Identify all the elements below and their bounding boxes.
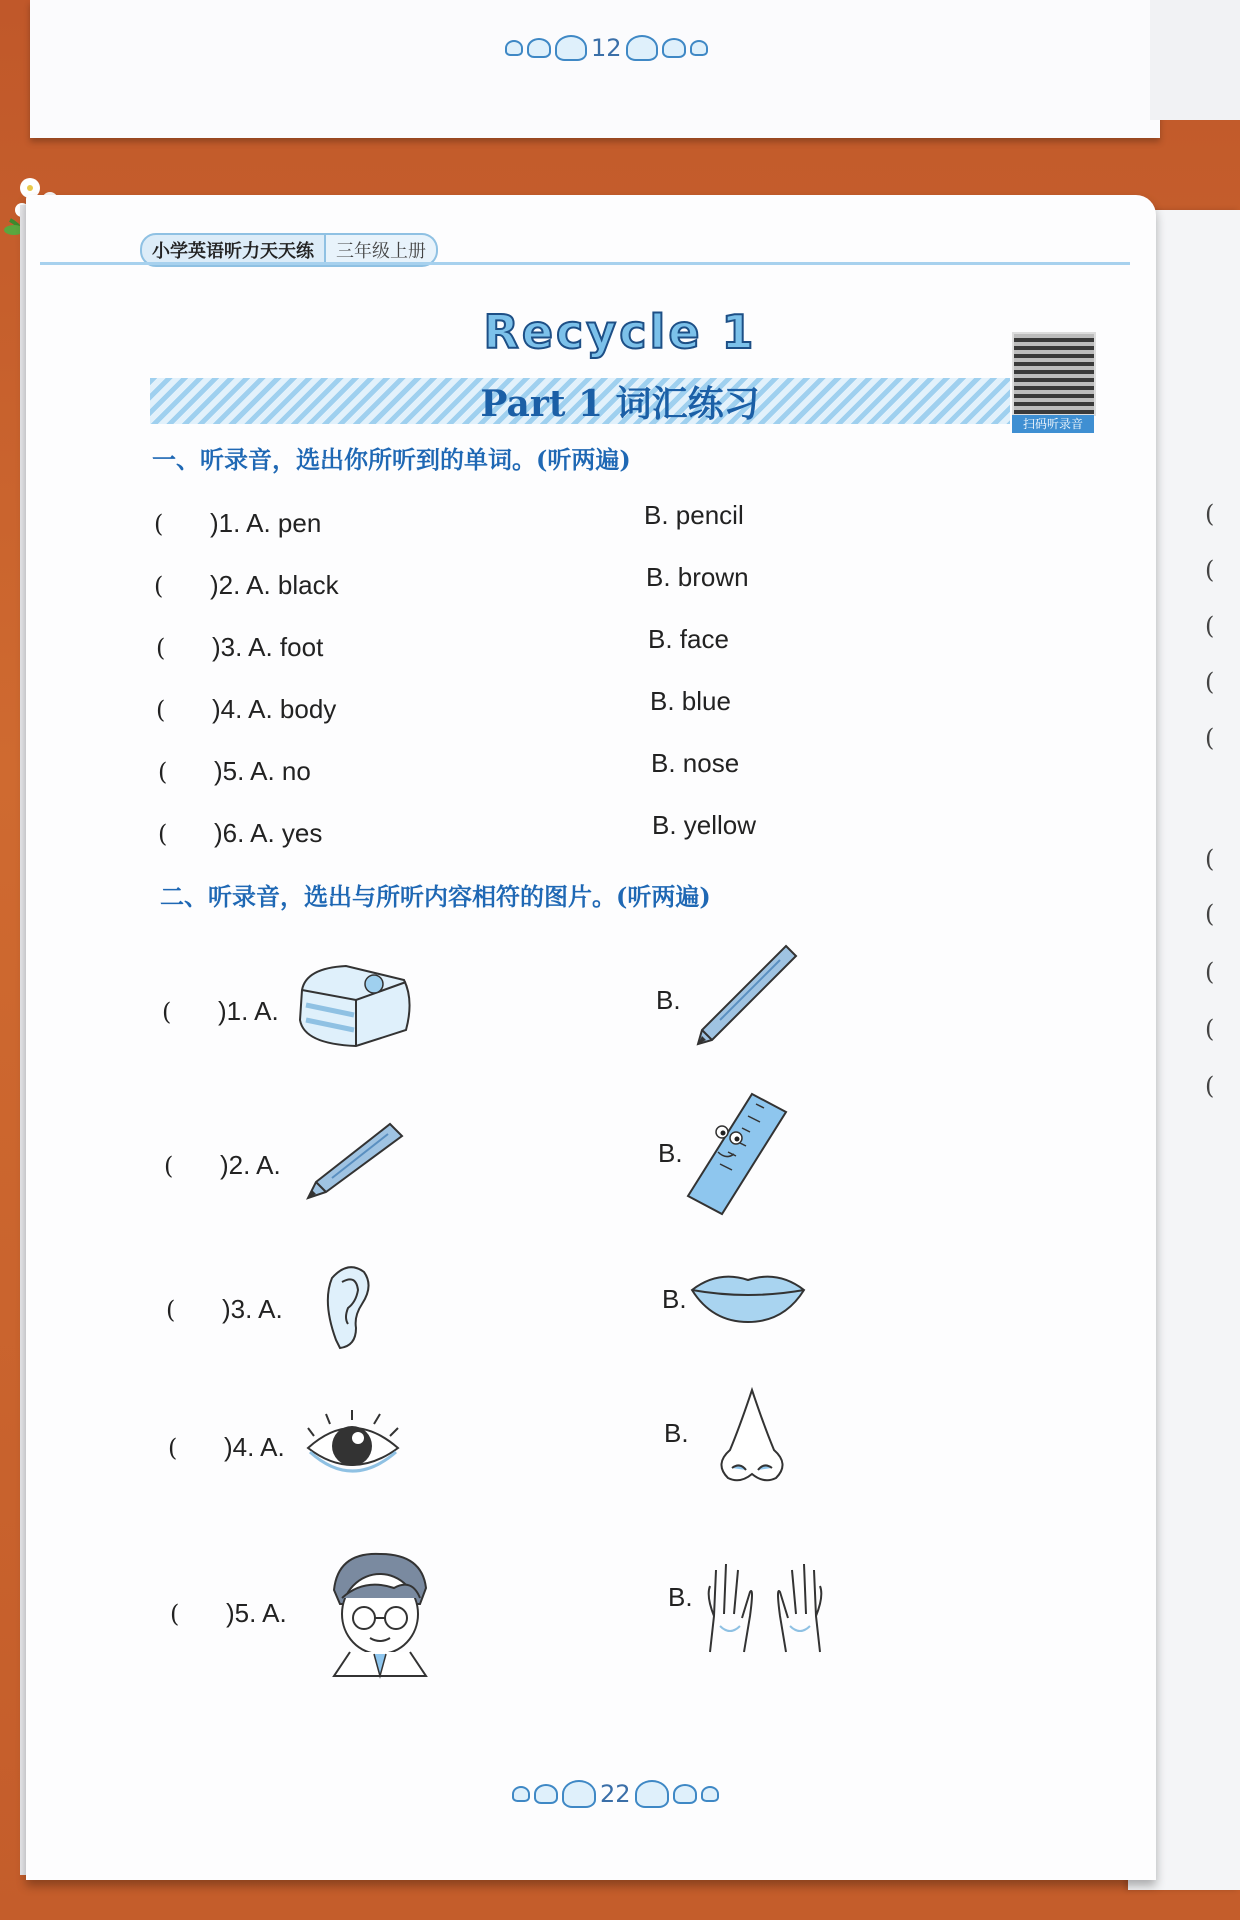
- pencil-icon: [690, 940, 800, 1050]
- answer-paren: (: [170, 1600, 180, 1628]
- option-b: B. yellow: [652, 810, 757, 840]
- next-page-mark: (: [1205, 500, 1215, 528]
- answer-paren: (: [158, 758, 168, 786]
- ruler-icon: [682, 1090, 792, 1220]
- qr-label: 扫码听录音: [1012, 415, 1094, 433]
- previous-page: [30, 0, 1160, 138]
- option-b: B. nose: [651, 748, 740, 778]
- option-b: B. pencil: [644, 500, 744, 530]
- elephant-icon: [562, 1780, 596, 1808]
- next-page-mark: (: [1205, 724, 1215, 752]
- answer-paren: (: [154, 510, 164, 538]
- page-title: Recycle 1: [483, 305, 757, 359]
- next-page-mark: (: [1205, 612, 1215, 640]
- option-b: B.: [664, 1418, 689, 1448]
- option-b: B.: [662, 1284, 687, 1314]
- answer-paren: (: [168, 1434, 178, 1462]
- answer-paren: (: [166, 1296, 176, 1324]
- list-item: )3. A. foot: [212, 632, 324, 662]
- hands-icon: [700, 1556, 830, 1656]
- previous-page-right: [1150, 0, 1240, 120]
- next-page-mark: (: [1205, 845, 1215, 873]
- section2-heading: 二、听录音，选出与所听内容相符的图片。(听两遍): [160, 882, 711, 911]
- next-page-mark: (: [1205, 1072, 1215, 1100]
- elephant-icon: [662, 38, 686, 58]
- option-b: B.: [668, 1582, 693, 1612]
- elephant-icon: [505, 40, 523, 56]
- elephant-icon: [690, 40, 708, 56]
- next-page-mark: (: [1205, 958, 1215, 986]
- list-item: )1. A. pen: [210, 508, 322, 538]
- answer-paren: (: [156, 634, 166, 662]
- pencil-icon: [302, 1120, 412, 1200]
- option-b: B.: [658, 1138, 683, 1168]
- elephant-icon: [534, 1784, 558, 1804]
- list-item: )1. A.: [218, 996, 279, 1026]
- next-page-mark: (: [1205, 1015, 1215, 1043]
- list-item: )5. A. no: [214, 756, 311, 786]
- nose-icon: [712, 1386, 792, 1486]
- next-page-mark: (: [1205, 556, 1215, 584]
- option-b: B. blue: [650, 686, 731, 716]
- answer-paren: (: [162, 998, 172, 1026]
- grade-label: 三年级上册: [326, 233, 438, 267]
- elephant-icon: [701, 1786, 719, 1802]
- elephant-icon: [626, 35, 658, 61]
- option-b: B. face: [648, 624, 729, 654]
- previous-page-number: [505, 34, 708, 62]
- page-number: [512, 1780, 719, 1808]
- eraser-icon: [296, 960, 416, 1050]
- next-page-mark: (: [1205, 668, 1215, 696]
- list-item: )2. A.: [220, 1150, 281, 1180]
- list-item: )2. A. black: [210, 570, 339, 600]
- section1-heading: 一、听录音，选出你所听到的单词。(听两遍): [152, 445, 631, 474]
- list-item: )5. A.: [226, 1598, 287, 1628]
- boy-face-icon: [324, 1548, 434, 1678]
- list-item: )6. A. yes: [214, 818, 323, 848]
- elephant-icon: [673, 1784, 697, 1804]
- ear-icon: [318, 1262, 378, 1352]
- list-item: )4. A. body: [212, 694, 337, 724]
- answer-paren: (: [154, 572, 164, 600]
- elephant-icon: [635, 1780, 669, 1808]
- next-page-mark: (: [1205, 900, 1215, 928]
- option-b: B. brown: [646, 562, 749, 592]
- list-item: )4. A.: [224, 1432, 285, 1462]
- series-name: 小学英语听力天天练: [140, 233, 326, 267]
- header-divider: [40, 262, 1130, 265]
- qr-code-icon[interactable]: [1012, 332, 1096, 416]
- answer-paren: (: [164, 1152, 174, 1180]
- list-item: )3. A.: [222, 1294, 283, 1324]
- eye-icon: [304, 1412, 404, 1482]
- page-number-text: 12: [591, 34, 622, 62]
- part-title: Part 1 词汇练习: [480, 383, 760, 425]
- mouth-icon: [688, 1266, 808, 1326]
- option-b: B.: [656, 985, 681, 1015]
- answer-paren: (: [156, 696, 166, 724]
- elephant-icon: [512, 1786, 530, 1802]
- elephant-icon: [527, 38, 551, 58]
- elephant-icon: [555, 35, 587, 61]
- answer-paren: (: [158, 820, 168, 848]
- page-number-text: 22: [600, 1780, 631, 1808]
